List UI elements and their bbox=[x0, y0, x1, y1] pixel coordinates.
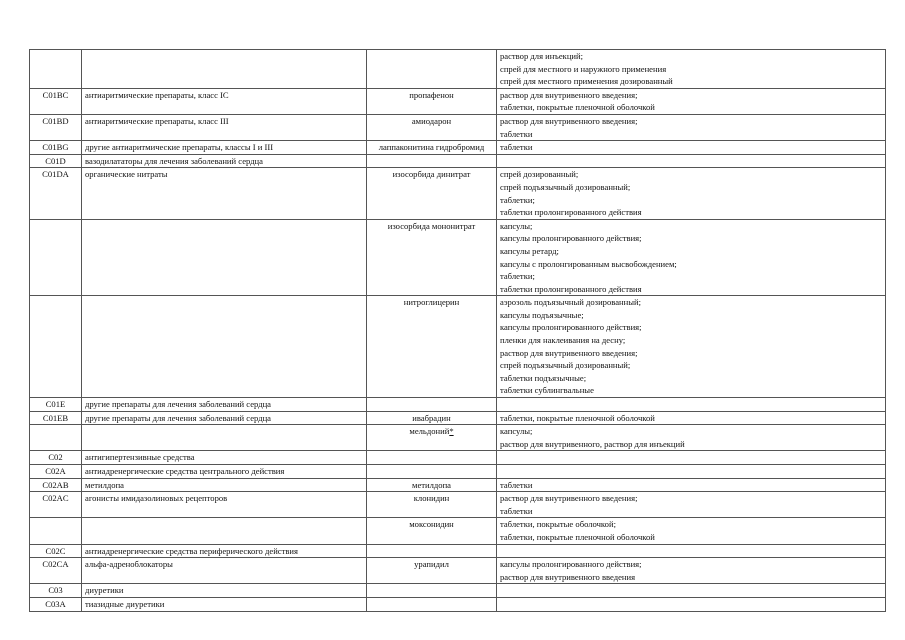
dosage-form: спрей подъязычный дозированный; bbox=[500, 181, 631, 192]
group-name: другие препараты для лечения заболеваний сердца bbox=[82, 398, 367, 412]
dosage-forms bbox=[497, 398, 886, 412]
table-row bbox=[30, 425, 886, 451]
dosage-form: таблетки, покрытые оболочкой; bbox=[500, 519, 616, 530]
drug-name bbox=[367, 544, 497, 558]
dosage-form: спрей для местного применения дозированный bbox=[500, 76, 673, 87]
group-name: антиаритмические препараты, класс IC bbox=[82, 88, 367, 114]
drug-name bbox=[367, 451, 497, 465]
drug-name bbox=[367, 154, 497, 168]
dosage-form: капсулы подъязычные; bbox=[500, 309, 584, 320]
drug-name: пропафенон bbox=[367, 88, 497, 114]
group-name: антиаритмические препараты, класс III bbox=[82, 114, 367, 140]
table-row bbox=[30, 219, 886, 296]
dosage-form: таблетки, покрытые пленочной оболочкой bbox=[500, 412, 655, 423]
dosage-form: таблетки bbox=[500, 128, 533, 139]
atc-code: C01D bbox=[30, 154, 82, 168]
group-name bbox=[82, 296, 367, 398]
atc-code bbox=[30, 50, 82, 89]
dosage-form: спрей для местного и наружного применения bbox=[500, 63, 667, 74]
group-name bbox=[82, 50, 367, 89]
table-row bbox=[30, 50, 886, 89]
table-row bbox=[30, 154, 886, 168]
dosage-form: капсулы пролонгированного действия; bbox=[500, 322, 642, 333]
group-name: диуретики bbox=[82, 584, 367, 598]
group-name bbox=[82, 518, 367, 544]
atc-code bbox=[30, 219, 82, 296]
atc-code: C02A bbox=[30, 465, 82, 479]
atc-code: C02AB bbox=[30, 478, 82, 492]
drug-name: ивабрадин bbox=[367, 411, 497, 425]
dosage-form: таблетки bbox=[500, 479, 533, 490]
drug-name: моксонидин bbox=[367, 518, 497, 544]
dosage-forms bbox=[497, 219, 886, 296]
drug-name: лаппаконитина гидробромид bbox=[367, 141, 497, 155]
atc-code: C01E bbox=[30, 398, 82, 412]
drug-name bbox=[367, 398, 497, 412]
group-name: альфа-адреноблокаторы bbox=[82, 558, 367, 584]
footnote-link[interactable]: * bbox=[449, 426, 454, 437]
dosage-forms bbox=[497, 478, 886, 492]
dosage-forms bbox=[497, 584, 886, 598]
dosage-form: капсулы пролонгированного действия; bbox=[500, 233, 642, 244]
drug-name bbox=[367, 425, 497, 451]
atc-code: C02 bbox=[30, 451, 82, 465]
atc-code: C01DA bbox=[30, 168, 82, 219]
atc-code: C03A bbox=[30, 597, 82, 611]
drug-name: изосорбида мононитрат bbox=[367, 219, 497, 296]
group-name bbox=[82, 425, 367, 451]
dosage-form: раствор для внутривенного введения; bbox=[500, 493, 638, 504]
dosage-forms bbox=[497, 597, 886, 611]
dosage-form: раствор для внутривенного введения; bbox=[500, 115, 638, 126]
dosage-form: раствор для внутривенного введения; bbox=[500, 347, 638, 358]
dosage-forms bbox=[497, 492, 886, 518]
drug-name: амиодарон bbox=[367, 114, 497, 140]
dosage-form: таблетки bbox=[500, 142, 533, 153]
atc-code: C03 bbox=[30, 584, 82, 598]
dosage-form: таблетки сублингвальные bbox=[500, 385, 594, 396]
atc-code bbox=[30, 296, 82, 398]
atc-code: C01EB bbox=[30, 411, 82, 425]
dosage-form: пленки для наклеивания на десну; bbox=[500, 335, 626, 346]
dosage-forms bbox=[497, 425, 886, 451]
table-row bbox=[30, 492, 886, 518]
atc-code: C01BG bbox=[30, 141, 82, 155]
dosage-forms bbox=[497, 168, 886, 219]
drug-name: клонидин bbox=[367, 492, 497, 518]
group-name: тиазидные диуретики bbox=[82, 597, 367, 611]
dosage-forms bbox=[497, 465, 886, 479]
atc-code: C01BC bbox=[30, 88, 82, 114]
dosage-form: таблетки; bbox=[500, 194, 535, 205]
drug-name: урапидил bbox=[367, 558, 497, 584]
dosage-forms bbox=[497, 88, 886, 114]
group-name: антигипертензивные средства bbox=[82, 451, 367, 465]
group-name: метилдопа bbox=[82, 478, 367, 492]
dosage-form: раствор для инъекций; bbox=[500, 51, 584, 61]
dosage-forms bbox=[497, 154, 886, 168]
group-name: агонисты имидазолиновых рецепторов bbox=[82, 492, 367, 518]
atc-code bbox=[30, 518, 82, 544]
table-row bbox=[30, 597, 886, 611]
drug-name bbox=[367, 597, 497, 611]
dosage-form: капсулы с пролонгированным высвобождением; bbox=[500, 258, 677, 269]
group-name: органические нитраты bbox=[82, 168, 367, 219]
group-name: антиадренергические средства центрального действия bbox=[82, 465, 367, 479]
table-row bbox=[30, 141, 886, 155]
atc-code: C01BD bbox=[30, 114, 82, 140]
group-name bbox=[82, 219, 367, 296]
table-row bbox=[30, 518, 886, 544]
drug-name: метилдопа bbox=[367, 478, 497, 492]
dosage-form: таблетки подъязычные; bbox=[500, 372, 587, 383]
drug-name bbox=[367, 50, 497, 89]
dosage-form: таблетки пролонгированного действия bbox=[500, 283, 642, 294]
dosage-form: спрей подъязычный дозированный; bbox=[500, 360, 631, 371]
dosage-form: капсулы ретард; bbox=[500, 245, 559, 256]
atc-code: C02AC bbox=[30, 492, 82, 518]
dosage-form: раствор для внутривенного введения bbox=[500, 571, 636, 582]
drug-name-text: мельдоний bbox=[409, 426, 450, 437]
dosage-forms bbox=[497, 451, 886, 465]
group-name: другие антиаритмические препараты, классы I и III bbox=[82, 141, 367, 155]
dosage-form: капсулы; bbox=[500, 220, 533, 231]
dosage-form: таблетки, покрытые пленочной оболочкой bbox=[500, 531, 655, 542]
drug-classification-table bbox=[29, 49, 886, 612]
table-row bbox=[30, 584, 886, 598]
table-row bbox=[30, 465, 886, 479]
dosage-form: раствор для внутривенного, раствор для инъекций bbox=[500, 438, 685, 449]
dosage-form: спрей дозированный; bbox=[500, 169, 579, 180]
dosage-form: аэрозоль подъязычный дозированный; bbox=[500, 297, 641, 308]
table-row bbox=[30, 478, 886, 492]
dosage-form: таблетки bbox=[500, 505, 533, 516]
table-row bbox=[30, 411, 886, 425]
table-row bbox=[30, 451, 886, 465]
dosage-form: капсулы пролонгированного действия; bbox=[500, 559, 642, 570]
atc-code: C02C bbox=[30, 544, 82, 558]
table-row bbox=[30, 398, 886, 412]
table-row bbox=[30, 168, 886, 219]
dosage-forms bbox=[497, 141, 886, 155]
drug-name bbox=[367, 465, 497, 479]
table-row bbox=[30, 88, 886, 114]
table-row bbox=[30, 558, 886, 584]
dosage-forms bbox=[497, 296, 886, 398]
drug-name bbox=[367, 584, 497, 598]
drug-name: изосорбида динитрат bbox=[367, 168, 497, 219]
dosage-form: таблетки, покрытые пленочной оболочкой bbox=[500, 102, 655, 113]
group-name: вазодилататоры для лечения заболеваний сердца bbox=[82, 154, 367, 168]
dosage-form: капсулы; bbox=[500, 426, 533, 437]
table-row bbox=[30, 296, 886, 398]
group-name: антиадренергические средства периферического действия bbox=[82, 544, 367, 558]
dosage-form: таблетки пролонгированного действия bbox=[500, 207, 642, 218]
dosage-forms bbox=[497, 50, 886, 89]
dosage-form: раствор для внутривенного введения; bbox=[500, 89, 638, 100]
drug-name: нитроглицерин bbox=[367, 296, 497, 398]
atc-code: C02CA bbox=[30, 558, 82, 584]
dosage-forms bbox=[497, 518, 886, 544]
table-row bbox=[30, 544, 886, 558]
dosage-forms bbox=[497, 411, 886, 425]
dosage-forms bbox=[497, 114, 886, 140]
dosage-form: таблетки; bbox=[500, 271, 535, 282]
dosage-forms bbox=[497, 544, 886, 558]
dosage-forms bbox=[497, 558, 886, 584]
atc-code bbox=[30, 425, 82, 451]
group-name: другие препараты для лечения заболеваний сердца bbox=[82, 411, 367, 425]
table-row bbox=[30, 114, 886, 140]
